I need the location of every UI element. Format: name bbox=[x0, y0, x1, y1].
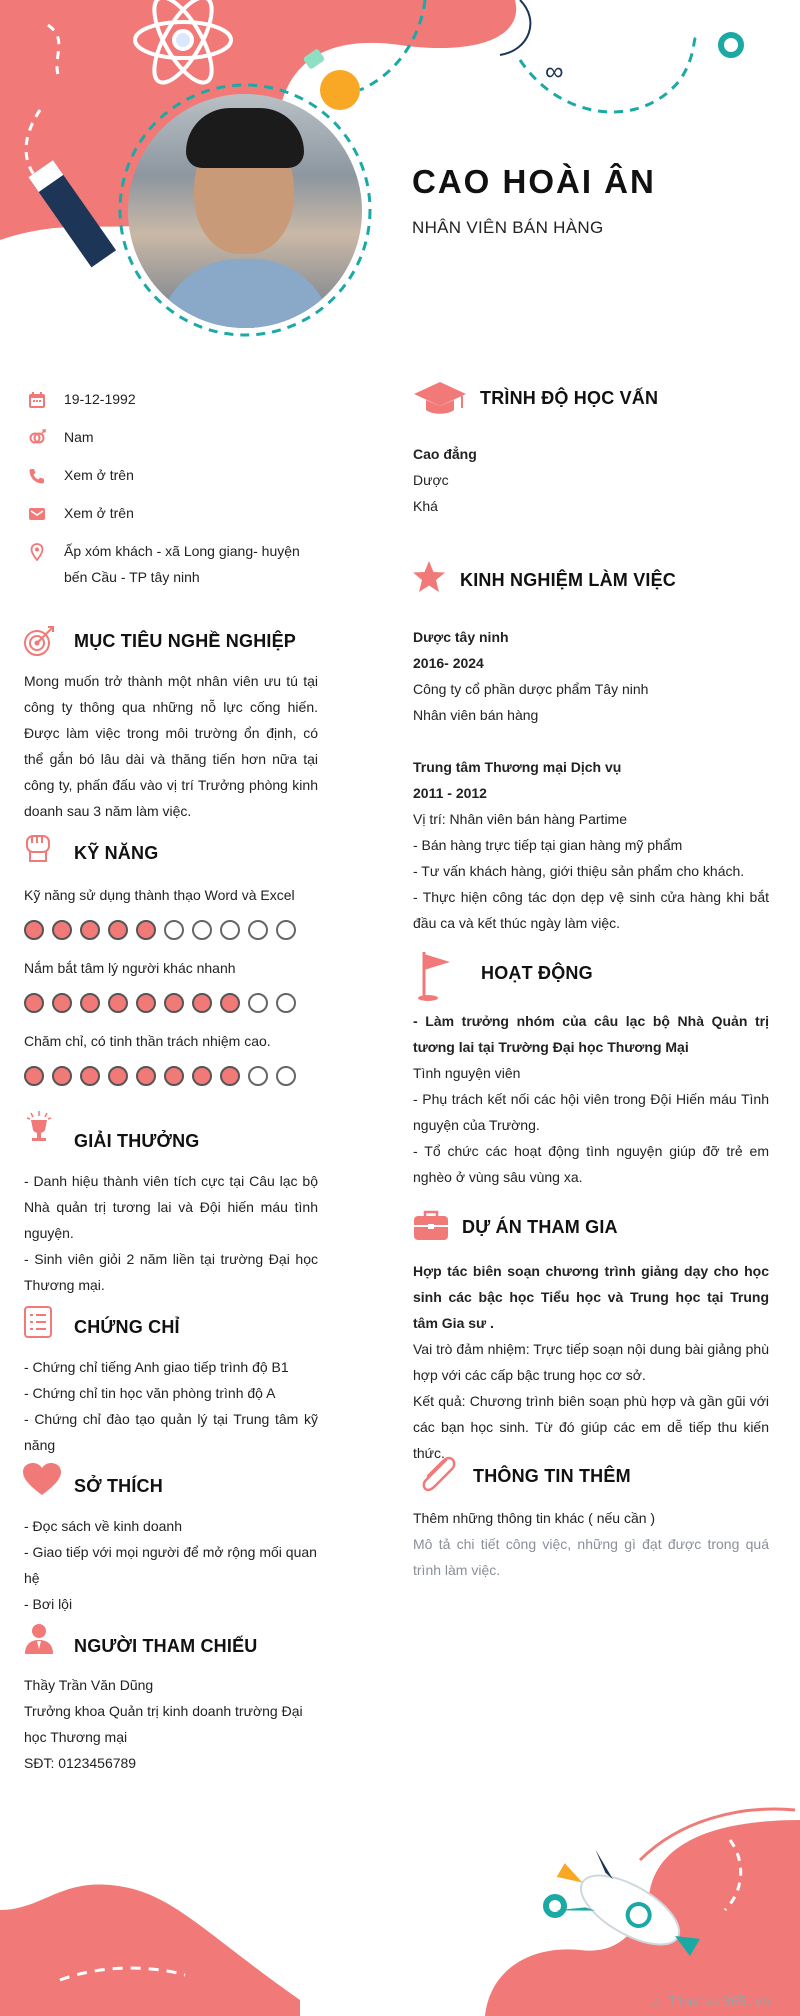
award-item: - Danh hiệu thành viên tích cực tại Câu lạc bộ Nhà quản trị tương lai và Đội hiến máu tình nguyện. bbox=[24, 1173, 318, 1241]
experience-title: KINH NGHIỆM LÀM VIỆC bbox=[460, 570, 677, 590]
avatar bbox=[128, 94, 362, 328]
rating-dot-filled bbox=[192, 993, 212, 1013]
rating-dot-filled bbox=[220, 993, 240, 1013]
education-details bbox=[413, 441, 773, 519]
heart-icon bbox=[22, 1462, 62, 1496]
target-icon bbox=[22, 624, 56, 658]
rating-dot-empty bbox=[248, 993, 268, 1013]
job-period: 2011 - 2012 bbox=[413, 785, 487, 801]
rating-dot-filled bbox=[52, 993, 72, 1013]
job-title: NHÂN VIÊN BÁN HÀNG bbox=[412, 218, 604, 237]
birthday-text: 19-12-1992 bbox=[64, 391, 136, 407]
trophy-icon bbox=[22, 1110, 56, 1144]
reference-item: SĐT: 0123456789 bbox=[24, 1755, 137, 1771]
skill-rating bbox=[24, 993, 296, 1013]
hobbies-title: SỞ THÍCH bbox=[74, 1476, 163, 1496]
job-line: - Thực hiện công tác dọn dẹp vệ sinh cửa hàng khi bắt đầu ca và kết thúc ngày làm việc. bbox=[413, 889, 769, 931]
reference-item: Thầy Trần Văn Dũng bbox=[24, 1677, 154, 1693]
rating-dot-filled bbox=[80, 920, 100, 940]
certificate-item: - Chứng chỉ tin học văn phòng trình độ A bbox=[24, 1385, 276, 1401]
reference-item: Trưởng khoa Quản trị kinh doanh trường Đại học Thương mại bbox=[24, 1703, 303, 1745]
experience-job bbox=[413, 624, 769, 728]
education-title: TRÌNH ĐỘ HỌC VẤN bbox=[480, 388, 659, 408]
certificates-list bbox=[24, 1354, 318, 1458]
rating-dot-filled bbox=[136, 1066, 156, 1086]
calendar-icon bbox=[28, 391, 46, 409]
rating-dot-filled bbox=[24, 920, 44, 940]
candidate-name: CAO HOÀI ÂN bbox=[412, 163, 656, 200]
activities-title: HOẠT ĐỘNG bbox=[481, 963, 593, 983]
paperclip-icon bbox=[416, 1454, 458, 1496]
skill-rating bbox=[24, 920, 296, 940]
rating-dot-filled bbox=[164, 993, 184, 1013]
skill-label: Chăm chỉ, có tinh thần trách nhiệm cao. bbox=[24, 1033, 271, 1049]
job-line: - Bán hàng trực tiếp tại gian hàng mỹ phẩm bbox=[413, 837, 683, 853]
hobby-item: - Bơi lội bbox=[24, 1596, 73, 1612]
rating-dot-empty bbox=[164, 920, 184, 940]
hobby-item: - Đọc sách về kinh doanh bbox=[24, 1518, 182, 1534]
location-pin-icon bbox=[28, 543, 46, 561]
certificate-item: - Chứng chỉ đào tạo quản lý tại Trung tâm kỹ năng bbox=[24, 1411, 318, 1453]
project-line: Kết quả: Chương trình biên soạn phù hợp và gần gũi với các bạn học sinh. Từ đó giúp các em dễ tiếp thu kiến thức. bbox=[413, 1393, 769, 1461]
graduation-cap-icon bbox=[412, 378, 468, 418]
email-icon bbox=[28, 505, 46, 523]
rating-dot-empty bbox=[248, 1066, 268, 1086]
skills-title: KỸ NĂNG bbox=[74, 843, 159, 863]
rating-dot-empty bbox=[248, 920, 268, 940]
briefcase-icon bbox=[412, 1208, 450, 1242]
job-place: Trung tâm Thương mại Dịch vụ bbox=[413, 759, 622, 775]
references-list bbox=[24, 1672, 318, 1776]
phone-text: Xem ở trên bbox=[64, 467, 134, 483]
awards-list bbox=[24, 1168, 318, 1298]
rating-dot-filled bbox=[192, 1066, 212, 1086]
contact-birthday bbox=[28, 390, 304, 412]
fist-icon bbox=[22, 830, 56, 864]
job-period: 2016- 2024 bbox=[413, 655, 484, 671]
education-school: Cao đẳng bbox=[413, 446, 477, 462]
rating-dot-filled bbox=[220, 1066, 240, 1086]
lightbulb-icon bbox=[303, 48, 360, 110]
rating-dot-empty bbox=[276, 993, 296, 1013]
hobbies-list bbox=[24, 1513, 318, 1617]
person-icon bbox=[22, 1622, 56, 1656]
hobby-item: - Giao tiếp với mọi người để mở rộng mối quan hệ bbox=[24, 1544, 317, 1586]
job-line: - Tư vấn khách hàng, giới thiệu sản phẩm cho khách. bbox=[413, 863, 745, 879]
skill-rating bbox=[24, 1066, 296, 1086]
job-line: Vị trí: Nhân viên bán hàng Partime bbox=[413, 811, 628, 827]
rating-dot-filled bbox=[108, 993, 128, 1013]
project-line: Vai trò đảm nhiệm: Trực tiếp soạn nội dung bài giảng phù hợp với các cấp bậc trung học cơ sở. bbox=[413, 1341, 769, 1383]
rating-dot-empty bbox=[276, 1066, 296, 1086]
objective-text: Mong muốn trở thành một nhân viên ưu tú tại công ty thông qua những nỗ lực cống hiến. Được làm việc trong môi trường ổn định, có thể gắn bó lâu dài và thăng tiến hơn nữa tại công ty, phấn đấu vào vị trí Trưởng phòng kinh doanh sau 3 năm làm việc. bbox=[24, 673, 318, 819]
star-icon bbox=[412, 560, 446, 594]
gender-text: Nam bbox=[64, 429, 94, 445]
projects-title: DỰ ÁN THAM GIA bbox=[462, 1217, 618, 1237]
activity-line: - Tổ chức các hoạt động tình nguyện giúp đỡ trẻ em nghèo ở vùng sâu vùng xa. bbox=[413, 1143, 769, 1185]
rating-dot-filled bbox=[52, 920, 72, 940]
watermark: ∴ Timviec365.vn bbox=[652, 1995, 770, 2010]
rating-dot-filled bbox=[24, 993, 44, 1013]
projects-details bbox=[413, 1258, 769, 1466]
additional-line: Thêm những thông tin khác ( nếu cần ) bbox=[413, 1510, 656, 1526]
activity-line: - Phụ trách kết nối các hội viên trong Đội Hiến máu Tình nguyện của Trường. bbox=[413, 1091, 769, 1133]
contact-gender bbox=[28, 428, 304, 450]
experience-job bbox=[413, 754, 769, 936]
job-line: Công ty cổ phần dược phẩm Tây ninh bbox=[413, 681, 649, 697]
rating-dot-empty bbox=[220, 920, 240, 940]
skill-label: Nắm bắt tâm lý người khác nhanh bbox=[24, 960, 236, 976]
svg-text:∞: ∞ bbox=[545, 56, 564, 86]
rating-dot-filled bbox=[108, 1066, 128, 1086]
phone-icon bbox=[28, 467, 46, 485]
address-text: Ấp xóm khách - xã Long giang- huyện bến Cầu - TP tây ninh bbox=[64, 543, 300, 585]
watermark-text: Timviec365.vn bbox=[668, 1995, 770, 2010]
flag-icon bbox=[418, 950, 458, 1002]
education-major: Dược bbox=[413, 472, 449, 488]
rating-dot-filled bbox=[136, 920, 156, 940]
additional-title: THÔNG TIN THÊM bbox=[473, 1466, 631, 1486]
references-title: NGƯỜI THAM CHIẾU bbox=[74, 1636, 258, 1656]
job-line: Nhân viên bán hàng bbox=[413, 707, 539, 723]
activity-heading: - Làm trưởng nhóm của câu lạc bộ Nhà Quản trị tương lai tại Trường Đại học Thương Mại bbox=[413, 1013, 769, 1055]
gender-icon bbox=[28, 429, 46, 447]
education-grade: Khá bbox=[413, 498, 438, 514]
rating-dot-filled bbox=[80, 1066, 100, 1086]
rating-dot-filled bbox=[80, 993, 100, 1013]
rating-dot-filled bbox=[52, 1066, 72, 1086]
certificates-title: CHỨNG CHỈ bbox=[74, 1317, 180, 1337]
header-decoration bbox=[0, 0, 800, 360]
activity-line: Tình nguyện viên bbox=[413, 1065, 521, 1081]
certificate-icon bbox=[22, 1305, 56, 1339]
skill-label: Kỹ năng sử dụng thành thạo Word và Excel bbox=[24, 887, 295, 903]
contact-email bbox=[28, 504, 304, 526]
awards-title: GIẢI THƯỞNG bbox=[74, 1131, 200, 1151]
objective-title: MỤC TIÊU NGHỀ NGHIỆP bbox=[74, 631, 297, 651]
rating-dot-filled bbox=[136, 993, 156, 1013]
footer-decoration bbox=[0, 1780, 800, 2016]
rating-dot-empty bbox=[192, 920, 212, 940]
activities-details bbox=[413, 1008, 769, 1190]
rating-dot-empty bbox=[276, 920, 296, 940]
contact-address bbox=[28, 542, 304, 590]
contact-phone bbox=[28, 466, 304, 488]
email-text: Xem ở trên bbox=[64, 505, 134, 521]
award-item: - Sinh viên giỏi 2 năm liền tại trường Đại học Thương mại. bbox=[24, 1251, 318, 1293]
certificate-item: - Chứng chỉ tiếng Anh giao tiếp trình độ B1 bbox=[24, 1359, 289, 1375]
project-heading: Hợp tác biên soạn chương trình giảng dạy cho học sinh các bậc học Tiểu học và Trung học tại Trung tâm Gia sư . bbox=[413, 1263, 769, 1331]
additional-hint: Mô tả chi tiết công việc, những gì đạt được trong quá trình làm việc. bbox=[413, 1536, 769, 1578]
rating-dot-filled bbox=[24, 1066, 44, 1086]
rating-dot-filled bbox=[108, 920, 128, 940]
rating-dot-filled bbox=[164, 1066, 184, 1086]
job-place: Dược tây ninh bbox=[413, 629, 509, 645]
